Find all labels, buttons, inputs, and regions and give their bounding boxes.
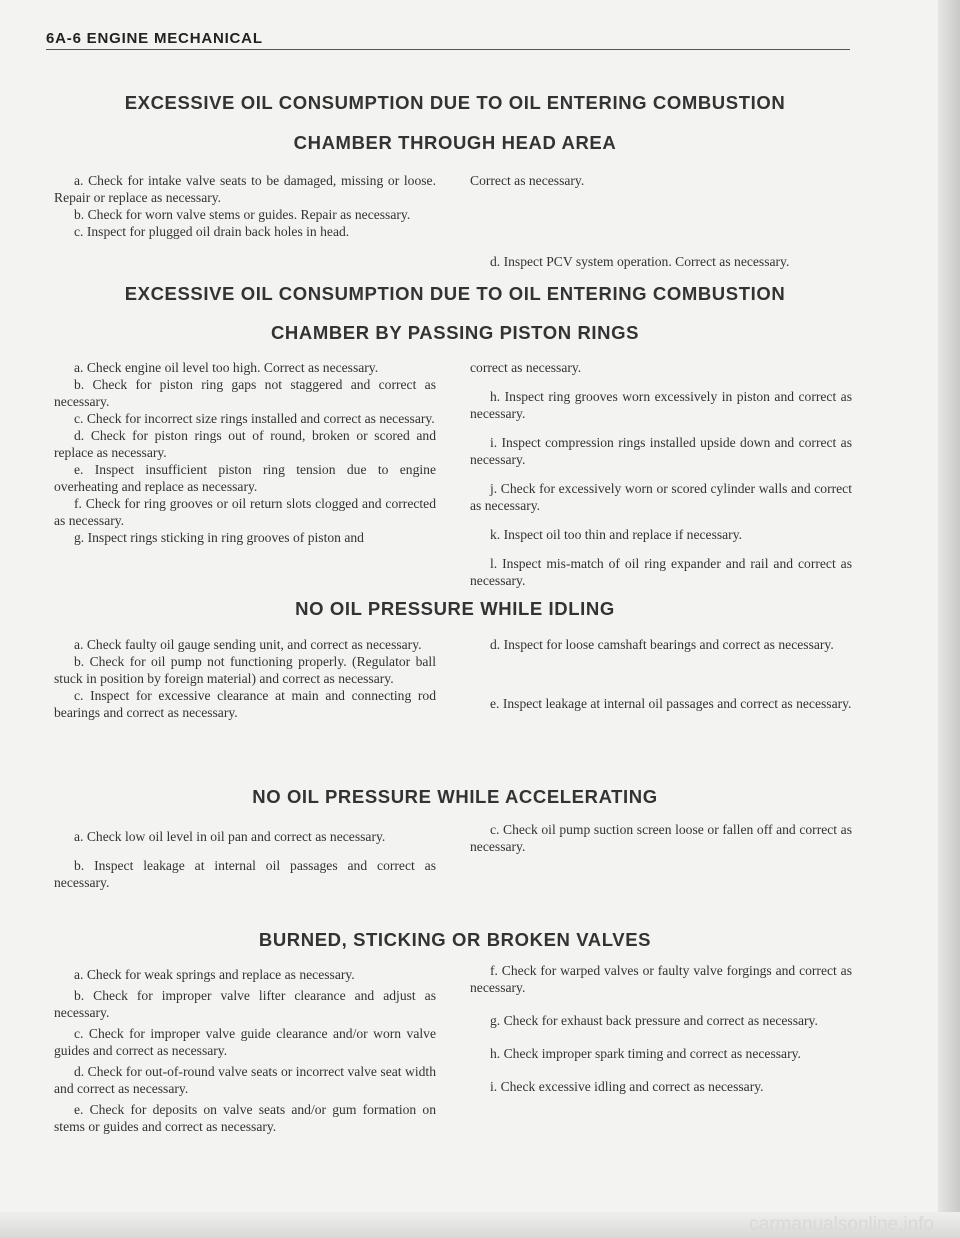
- section-right-column: [470, 821, 852, 855]
- section-title: CHAMBER THROUGH HEAD AREA: [293, 132, 617, 153]
- section-title: BURNED, STICKING OR BROKEN VALVES: [258, 929, 652, 950]
- list-item: d. Check for out-of-round valve seats or incorrect valve seat width and correct as necessary.: [54, 1064, 436, 1096]
- list-item: b. Check for improper valve lifter clearance and adjust as necessary.: [54, 988, 436, 1020]
- list-item: d. Check for piston rings out of round, broken or scored and replace as necessary.: [54, 428, 436, 460]
- section-right-column: [470, 962, 852, 1095]
- section-title: EXCESSIVE OIL CONSUMPTION DUE TO OIL ENTERING COMBUSTION: [124, 92, 786, 113]
- section-right-column: [470, 359, 852, 589]
- list-item: h. Inspect ring grooves worn excessively in piston and correct as necessary.: [470, 389, 852, 421]
- list-item: d. Inspect for loose camshaft bearings and correct as necessary.: [490, 637, 834, 652]
- list-item: i. Inspect compression rings installed upside down and correct as necessary.: [470, 435, 852, 467]
- list-item: c. Inspect for excessive clearance at main and connecting rod bearings and correct as necessary.: [54, 688, 436, 720]
- list-item: Correct as necessary.: [470, 173, 585, 188]
- list-item: l. Inspect mis-match of oil ring expander and rail and correct as necessary.: [470, 556, 852, 588]
- list-item: j. Check for excessively worn or scored cylinder walls and correct as necessary.: [470, 481, 852, 513]
- section-left-column: [54, 636, 436, 721]
- section-left-column: [54, 359, 436, 546]
- section-left-column: [54, 828, 436, 891]
- list-item: c. Inspect for plugged oil drain back holes in head.: [74, 224, 350, 239]
- header-rule: [46, 49, 850, 50]
- list-item: b. Check for piston ring gaps not staggered and correct as necessary.: [54, 377, 436, 409]
- page-edge-shadow: [938, 0, 960, 1238]
- section-title: EXCESSIVE OIL CONSUMPTION DUE TO OIL ENTERING COMBUSTION: [124, 283, 786, 304]
- section-right-column: [470, 636, 852, 712]
- list-item: b. Check for worn valve stems or guides. Repair as necessary.: [74, 207, 411, 222]
- list-item: b. Check for oil pump not functioning properly. (Regulator ball stuck in position by foreign material) and correct as necessary.: [54, 654, 436, 686]
- section-title: NO OIL PRESSURE WHILE IDLING: [295, 598, 615, 619]
- list-item: c. Check for incorrect size rings installed and correct as necessary.: [74, 411, 435, 426]
- list-item: a. Check faulty oil gauge sending unit, and correct as necessary.: [74, 637, 422, 652]
- list-item: g. Inspect rings sticking in ring grooves of piston and: [74, 530, 364, 545]
- list-item: i. Check excessive idling and correct as necessary.: [490, 1079, 764, 1094]
- list-item: e. Inspect leakage at internal oil passages and correct as necessary.: [490, 696, 852, 711]
- list-item: c. Check for improper valve guide clearance and/or worn valve guides and correct as necessary.: [54, 1026, 436, 1058]
- list-item: c. Check oil pump suction screen loose or fallen off and correct as necessary.: [470, 822, 852, 854]
- list-item: g. Check for exhaust back pressure and correct as necessary.: [490, 1013, 818, 1028]
- list-item: a. Check for intake valve seats to be damaged, missing or loose. Repair or replace as necessary.: [54, 173, 436, 205]
- list-item: f. Check for warped valves or faulty valve forgings and correct as necessary.: [470, 963, 852, 995]
- list-item: correct as necessary.: [470, 360, 582, 375]
- list-item: k. Inspect oil too thin and replace if necessary.: [490, 527, 743, 542]
- section-right-column: [470, 172, 852, 270]
- list-item: a. Check low oil level in oil pan and correct as necessary.: [74, 829, 386, 844]
- list-item: f. Check for ring grooves or oil return slots clogged and corrected as necessary.: [54, 496, 436, 528]
- page-header: 6A-6 ENGINE MECHANICAL: [46, 30, 263, 47]
- list-item: a. Check engine oil level too high. Correct as necessary.: [74, 360, 379, 375]
- list-item: d. Inspect PCV system operation. Correct as necessary.: [490, 254, 790, 269]
- section-left-column: [54, 172, 436, 240]
- section-title: NO OIL PRESSURE WHILE ACCELERATING: [252, 786, 658, 807]
- section-left-column: [54, 966, 436, 1135]
- list-item: e. Check for deposits on valve seats and/or gum formation on stems or guides and correct as necessary.: [54, 1102, 436, 1134]
- list-item: h. Check improper spark timing and correct as necessary.: [490, 1046, 801, 1061]
- list-item: a. Check for weak springs and replace as necessary.: [74, 967, 355, 982]
- watermark: carmanualsonline.info: [749, 1214, 934, 1235]
- section-title: CHAMBER BY PASSING PISTON RINGS: [270, 322, 640, 343]
- list-item: e. Inspect insufficient piston ring tension due to engine overheating and replace as necessary.: [54, 462, 436, 494]
- list-item: b. Inspect leakage at internal oil passages and correct as necessary.: [54, 858, 436, 890]
